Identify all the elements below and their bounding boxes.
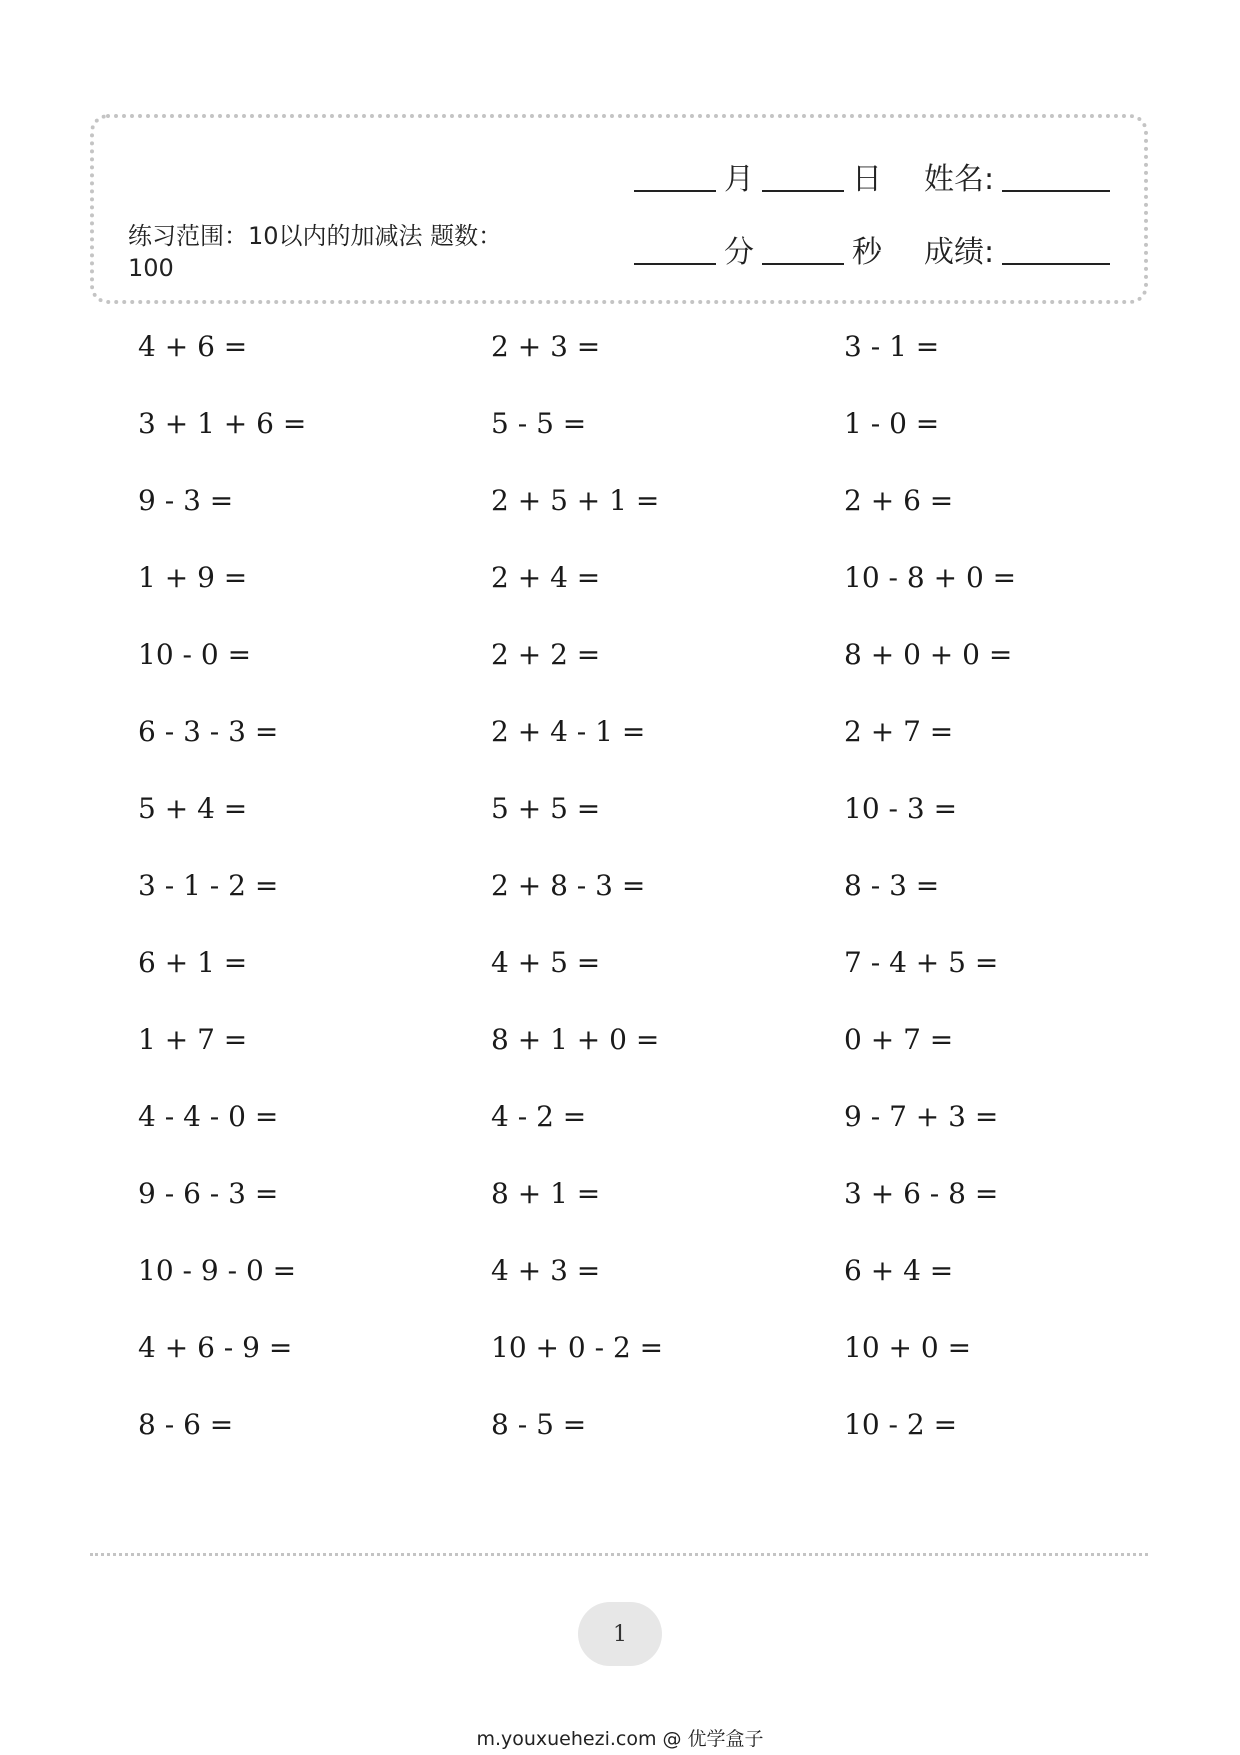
- header-box: [90, 114, 1148, 304]
- problem-7: 9 - 3 =: [138, 484, 234, 517]
- problem-21: 10 - 3 =: [844, 792, 958, 825]
- problem-31: 4 - 4 - 0 =: [138, 1100, 279, 1133]
- problem-33: 9 - 7 + 3 =: [844, 1100, 999, 1133]
- problem-18: 2 + 7 =: [844, 715, 954, 748]
- problem-8: 2 + 5 + 1 =: [491, 484, 660, 517]
- problem-16: 6 - 3 - 3 =: [138, 715, 279, 748]
- name-label: 姓名:: [924, 162, 995, 197]
- problem-11: 2 + 4 =: [491, 561, 601, 594]
- problem-23: 2 + 8 - 3 =: [491, 869, 646, 902]
- second-blank[interactable]: [762, 237, 844, 265]
- problem-15: 8 + 0 + 0 =: [844, 638, 1013, 671]
- problem-40: 4 + 6 - 9 =: [138, 1331, 293, 1364]
- problem-13: 10 - 0 =: [138, 638, 252, 671]
- problem-39: 6 + 4 =: [844, 1254, 954, 1287]
- page-divider: [90, 1553, 1148, 1556]
- problem-5: 5 - 5 =: [491, 407, 587, 440]
- page-number: 1: [613, 1621, 627, 1647]
- problem-34: 9 - 6 - 3 =: [138, 1177, 279, 1210]
- time-score-row: [634, 231, 1110, 271]
- problem-43: 8 - 6 =: [138, 1408, 234, 1441]
- second-label: 秒: [852, 235, 882, 270]
- problem-14: 2 + 2 =: [491, 638, 601, 671]
- problem-36: 3 + 6 - 8 =: [844, 1177, 999, 1210]
- problem-1: 4 + 6 =: [138, 330, 248, 363]
- date-name-row: [634, 158, 1110, 198]
- minute-label: 分: [724, 235, 754, 270]
- problem-4: 3 + 1 + 6 =: [138, 407, 307, 440]
- problem-42: 10 + 0 =: [844, 1331, 972, 1364]
- minute-blank[interactable]: [634, 237, 716, 265]
- problem-25: 6 + 1 =: [138, 946, 248, 979]
- footer-credit: m.youxuehezi.com @ 优学盒子: [476, 1728, 764, 1750]
- problem-37: 10 - 9 - 0 =: [138, 1254, 297, 1287]
- month-blank[interactable]: [634, 164, 716, 192]
- problem-29: 8 + 1 + 0 =: [491, 1023, 660, 1056]
- problem-45: 10 - 2 =: [844, 1408, 958, 1441]
- problem-32: 4 - 2 =: [491, 1100, 587, 1133]
- problem-35: 8 + 1 =: [491, 1177, 601, 1210]
- problem-2: 2 + 3 =: [491, 330, 601, 363]
- problem-19: 5 + 4 =: [138, 792, 248, 825]
- problem-grid: [138, 326, 1098, 1481]
- problem-9: 2 + 6 =: [844, 484, 954, 517]
- problem-30: 0 + 7 =: [844, 1023, 954, 1056]
- problem-10: 1 + 9 =: [138, 561, 248, 594]
- day-blank[interactable]: [762, 164, 844, 192]
- practice-scope: 练习范围：10以内的加减法 题数：100: [128, 222, 503, 282]
- day-label: 日: [852, 162, 882, 197]
- problem-27: 7 - 4 + 5 =: [844, 946, 999, 979]
- problem-3: 3 - 1 =: [844, 330, 940, 363]
- score-label: 成绩:: [924, 235, 995, 270]
- problem-22: 3 - 1 - 2 =: [138, 869, 279, 902]
- page-number-badge: [578, 1602, 662, 1666]
- problem-44: 8 - 5 =: [491, 1408, 587, 1441]
- problem-20: 5 + 5 =: [491, 792, 601, 825]
- problem-41: 10 + 0 - 2 =: [491, 1331, 664, 1364]
- problem-24: 8 - 3 =: [844, 869, 940, 902]
- problem-6: 1 - 0 =: [844, 407, 940, 440]
- name-blank[interactable]: [1002, 164, 1110, 192]
- problem-12: 10 - 8 + 0 =: [844, 561, 1017, 594]
- month-label: 月: [724, 162, 754, 197]
- problem-38: 4 + 3 =: [491, 1254, 601, 1287]
- problem-28: 1 + 7 =: [138, 1023, 248, 1056]
- problem-17: 2 + 4 - 1 =: [491, 715, 646, 748]
- problem-26: 4 + 5 =: [491, 946, 601, 979]
- score-blank[interactable]: [1002, 237, 1110, 265]
